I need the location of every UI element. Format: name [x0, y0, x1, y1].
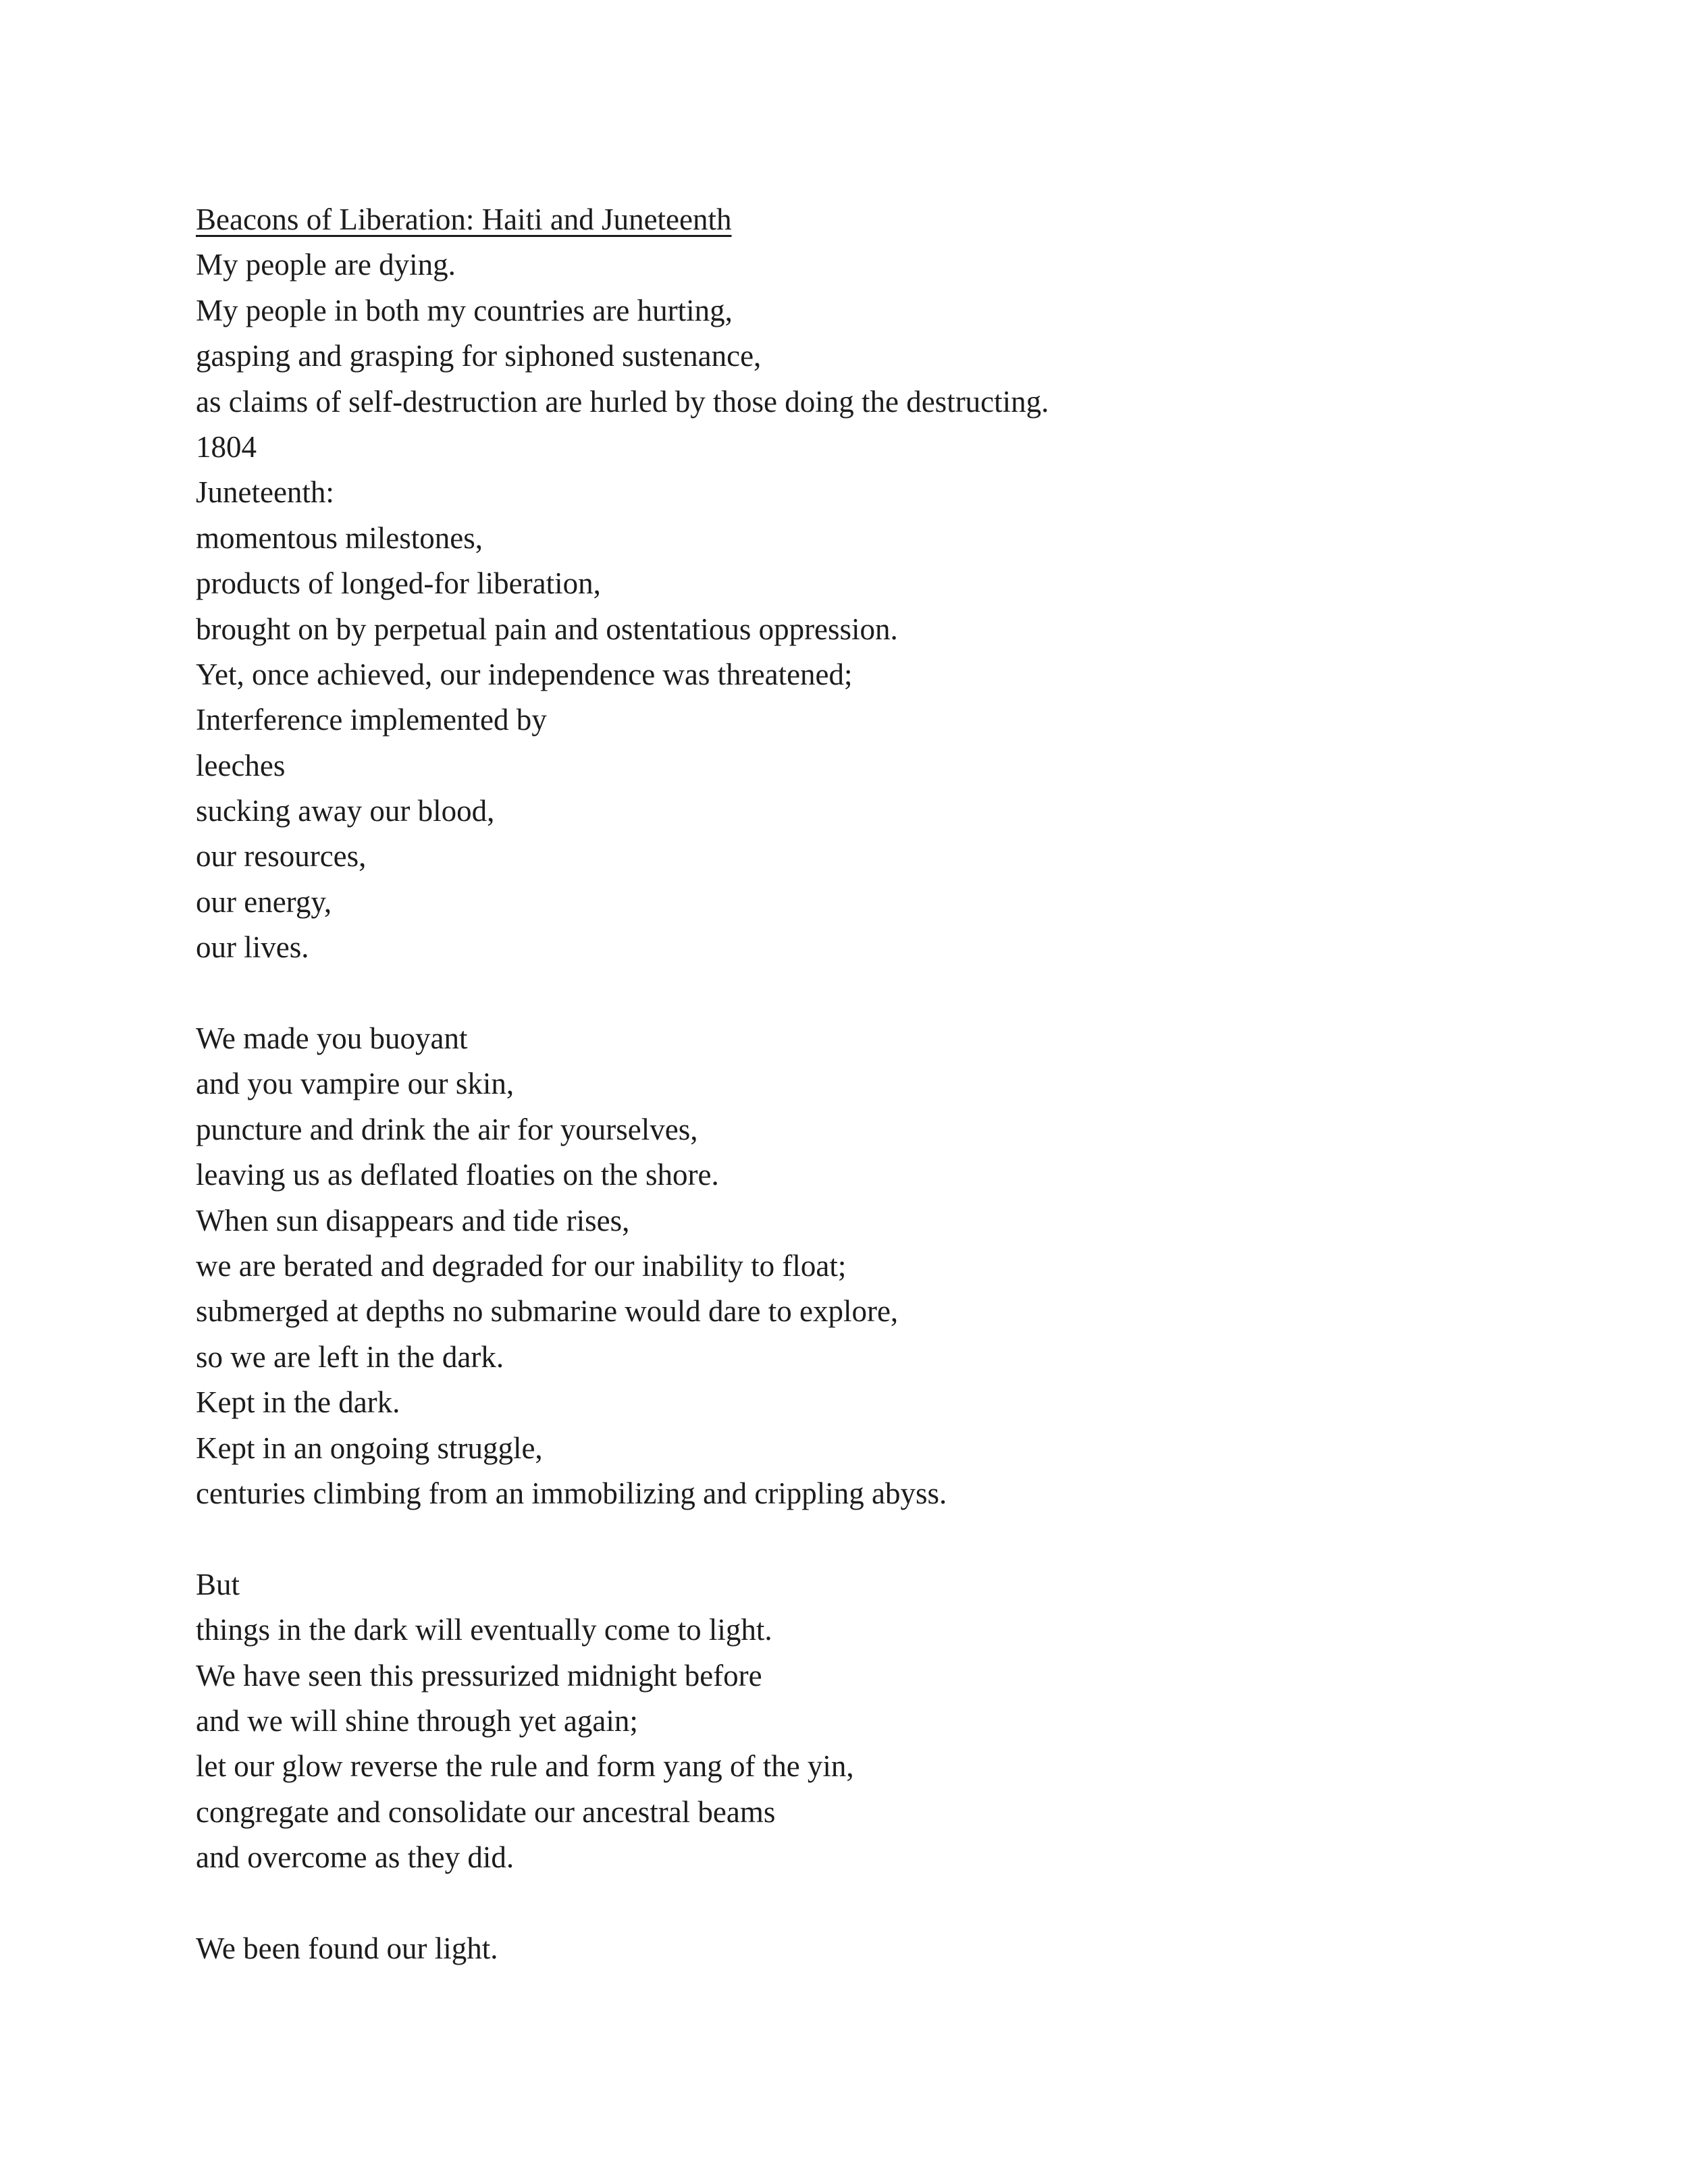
poem-line: momentous milestones,: [196, 521, 483, 555]
poem-line: centuries climbing from an immobilizing and crippling abyss.: [196, 1476, 947, 1510]
poem-line: submerged at depths no submarine would dare to explore,: [196, 1294, 899, 1329]
poem-line: products of longed-for liberation,: [196, 566, 601, 601]
poem-line: we are berated and degraded for our inability to float;: [196, 1248, 847, 1283]
poem-line: leeches: [196, 748, 286, 782]
poem-line: our energy,: [196, 884, 332, 919]
stanza-3: [196, 1562, 1546, 1881]
poem-line: leaving us as deflated floaties on the shore.: [196, 1158, 719, 1192]
poem-line: puncture and drink the air for yourselves,: [196, 1112, 698, 1146]
poem-line: so we are left in the dark.: [196, 1339, 504, 1374]
poem-line: sucking away our blood,: [196, 794, 495, 828]
poem-line: Interference implemented by: [196, 703, 547, 737]
poem-title: Beacons of Liberation: Haiti and Juneteenth: [196, 203, 732, 236]
poem-line: We made you buoyant: [196, 1021, 468, 1056]
poem-line: Kept in the dark.: [196, 1385, 400, 1420]
poem-line: our resources,: [196, 839, 367, 874]
poem-line: brought on by perpetual pain and ostentatious oppression.: [196, 612, 898, 646]
stanza-1: [196, 242, 1546, 970]
poem-line: We been found our light.: [196, 1931, 498, 1965]
poem-line: gasping and grasping for siphoned sustenance,: [196, 339, 762, 373]
poem-line: congregate and consolidate our ancestral beams: [196, 1794, 776, 1829]
stanza-break: [196, 1516, 1546, 1562]
poem-line: My people are dying.: [196, 248, 456, 282]
poem-line: as claims of self-destruction are hurled by those doing the destructing.: [196, 384, 1049, 419]
poem-line: and we will shine through yet again;: [196, 1703, 638, 1738]
poem-line: My people in both my countries are hurting,: [196, 293, 733, 327]
stanza-break: [196, 971, 1546, 1016]
poem-line: 1804: [196, 429, 257, 464]
stanza-4: [196, 1926, 1546, 1971]
poem-line: let our glow reverse the rule and form yang of the yin,: [196, 1749, 854, 1784]
poem-line: Yet, once achieved, our independence was threatened;: [196, 657, 853, 691]
stanza-2: [196, 1016, 1546, 1516]
poem-line: When sun disappears and tide rises,: [196, 1203, 630, 1237]
poem-line: things in the dark will eventually come to light.: [196, 1613, 772, 1647]
poem-line: and you vampire our skin,: [196, 1067, 515, 1101]
poem-line: and overcome as they did.: [196, 1840, 515, 1875]
poem-body: [196, 197, 1546, 1971]
poem-line: But: [196, 1567, 240, 1601]
poem-line: our lives.: [196, 930, 309, 965]
poem-line: Kept in an ongoing struggle,: [196, 1431, 543, 1465]
stanza-break: [196, 1880, 1546, 1925]
poem-line: We have seen this pressurized midnight before: [196, 1658, 762, 1693]
poem-line: Juneteenth:: [196, 475, 334, 510]
